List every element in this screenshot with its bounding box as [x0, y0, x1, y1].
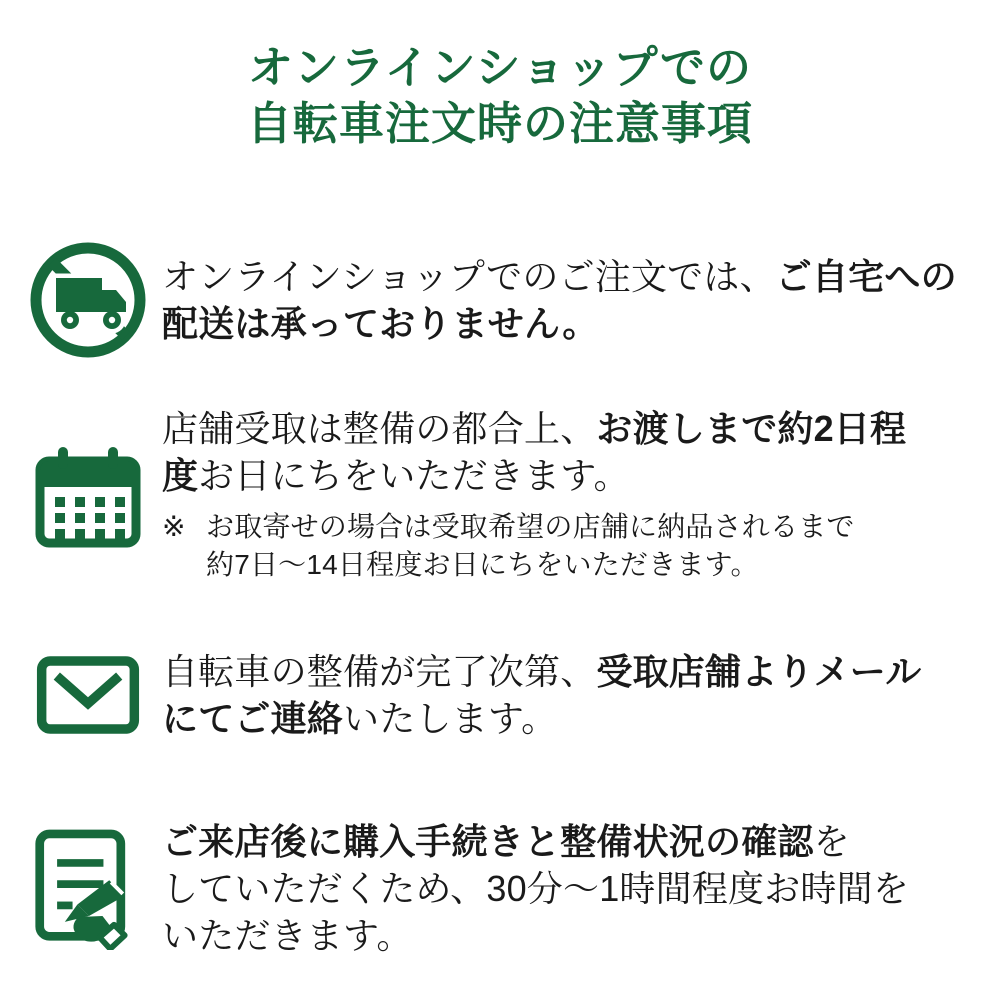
section-no-home-delivery [25, 240, 980, 360]
calendar-icon [25, 441, 150, 549]
section-text [162, 648, 922, 742]
no-home-delivery-truck-icon [25, 240, 150, 360]
section-text [162, 253, 957, 347]
note-text [206, 508, 855, 584]
note-marker: ※ [162, 511, 186, 542]
text-line: にてご連絡いたします。 [162, 698, 558, 739]
text-line: していただくため、30分〜1時間程度お時間を [162, 868, 910, 909]
section-email-notification [25, 648, 980, 742]
text-line: 度お日にちをいただきます。 [162, 455, 630, 496]
note-line-2: 約7日〜14日程度お日にちをいただきます。 [206, 549, 759, 580]
title-line-2: 自転車注文時の注意事項 [246, 98, 753, 149]
section-text [162, 405, 906, 584]
text-line: 自転車の整備が完了次第、受取店舗よりメール [162, 651, 922, 692]
section-pickup-lead-time [25, 405, 980, 584]
text-line: ご来店後に購入手続きと整備状況の確認を [162, 821, 850, 862]
pickup-note [162, 508, 906, 584]
envelope-icon [25, 655, 150, 735]
text-line: 配送は承っておりません。 [162, 303, 599, 344]
document-signing-icon [25, 828, 150, 950]
page-title [0, 40, 1000, 152]
note-line-1: お取寄せの場合は受取希望の店舗に納品されるまで [206, 511, 855, 542]
section-text [162, 818, 909, 959]
text-line: オンラインショップでのご注文では、ご自宅への [162, 256, 957, 297]
section-store-visit-time [25, 818, 980, 959]
title-line-1: オンラインショップでの [248, 42, 752, 93]
text-line: 店舗受取は整備の都合上、お渡しまで約2日程 [162, 408, 907, 449]
text-line: いただきます。 [162, 915, 413, 956]
